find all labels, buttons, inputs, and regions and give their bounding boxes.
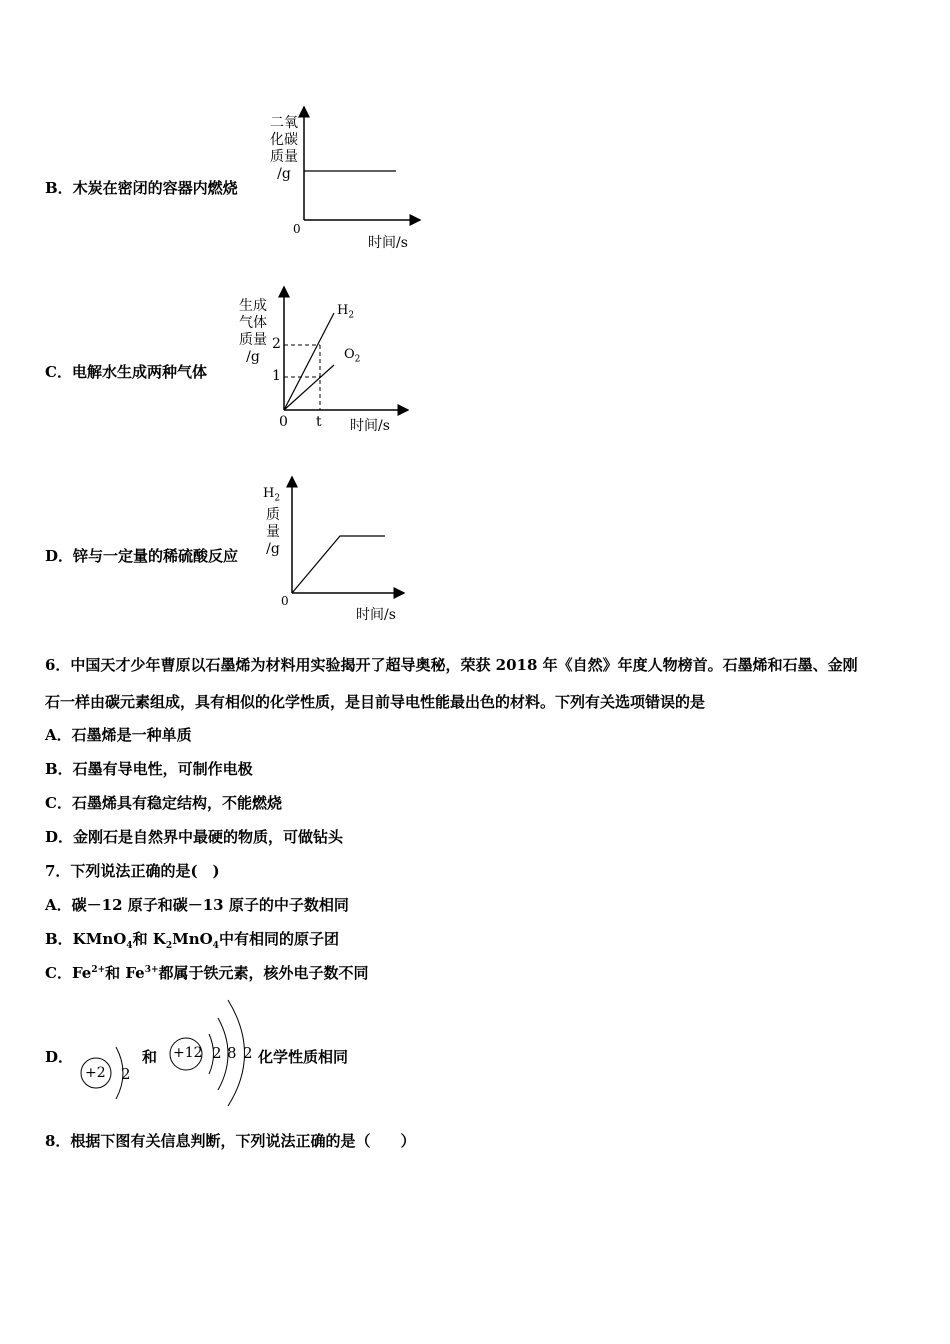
- graph-c-o2-label: $O_2$: [344, 347, 361, 365]
- atom2-shell-3: 2: [243, 1044, 253, 1062]
- graph-b-axes: [290, 105, 430, 225]
- graph-c-x-label: 时间/s: [350, 418, 390, 434]
- atom1-nucleus-label: +2: [85, 1065, 106, 1081]
- q6-option-a: A．石墨烯是一种单质: [45, 726, 192, 744]
- q6-stem-line2: 石一样由碳元素组成，具有相似的化学性质，是目前导电性能最出色的材料。下列有关选项错误的是: [45, 693, 706, 711]
- atom2-shell-1: 2: [212, 1044, 222, 1062]
- q7-option-d-prefix: D．: [45, 1048, 74, 1066]
- q7-option-a: A．碳－12 原子和碳－13 原子的中子数相同: [45, 896, 349, 914]
- q7-option-d-and: 和: [142, 1048, 158, 1066]
- q6-option-c: C．石墨烯具有稳定结构，不能燃烧: [45, 794, 282, 812]
- q7-stem: 7．下列说法正确的是( ): [45, 862, 220, 880]
- q7-option-b: B．KMnO$_4$和 $K_2MnO_4$中有相同的原子团: [45, 930, 339, 951]
- graph-d-y-label-h2: $H_2$: [263, 486, 281, 504]
- graph-b-x-label: 时间/s: [368, 235, 408, 251]
- q7-option-c: C．$Fe^{2+}$和 $Fe^{3+}$都属于铁元素，核外电子数不同: [45, 964, 369, 982]
- graph-d-y-label: 质 量 /g: [266, 507, 280, 557]
- q6-option-d: D．金刚石是自然界中最硬的物质，可做钻头: [45, 828, 344, 846]
- graph-b-origin: 0: [293, 222, 301, 236]
- q7-option-d-suffix: 化学性质相同: [258, 1048, 349, 1066]
- option-d-text: D．锌与一定量的稀硫酸反应: [45, 547, 239, 565]
- graph-c-o2-line: [284, 365, 334, 410]
- graph-c-tick-t: t: [316, 414, 322, 430]
- graph-c-origin: 0: [279, 414, 288, 430]
- q6-stem-line1: 6．中国天才少年曹原以石墨烯为材料用实验揭开了超导奥秘，荣获 2018 年《自然》年度人物榜首。石墨烯和石墨、金刚: [45, 656, 858, 674]
- atom2-nucleus-label: +12: [173, 1045, 203, 1061]
- graph-c-h2-label: $H_2$: [337, 303, 355, 321]
- graph-d-axes: [278, 475, 418, 605]
- graph-b-y-label: 二氧 化碳 质量 /g: [270, 115, 298, 182]
- q8-stem: 8．根据下图有关信息判断，下列说法正确的是（ ）: [45, 1132, 416, 1150]
- graph-c-y-label: 生成 气体 质量 /g: [239, 298, 267, 365]
- option-c-text: C．电解水生成两种气体: [45, 363, 207, 381]
- graph-c-tick-2: 2: [272, 336, 281, 352]
- option-b-text: B．木炭在密闭的容器内燃烧: [45, 179, 238, 197]
- graph-c-h2-line: [284, 313, 334, 410]
- graph-d-x-label: 时间/s: [356, 607, 396, 623]
- graph-d-origin: 0: [281, 594, 289, 608]
- graph-d-data-line: [292, 536, 385, 593]
- q6-option-b: B．石墨有导电性，可制作电极: [45, 760, 253, 778]
- atom1-shell-1: 2: [121, 1065, 131, 1083]
- graph-c-tick-1: 1: [272, 368, 281, 384]
- atom2-shell-2: 8: [227, 1044, 237, 1062]
